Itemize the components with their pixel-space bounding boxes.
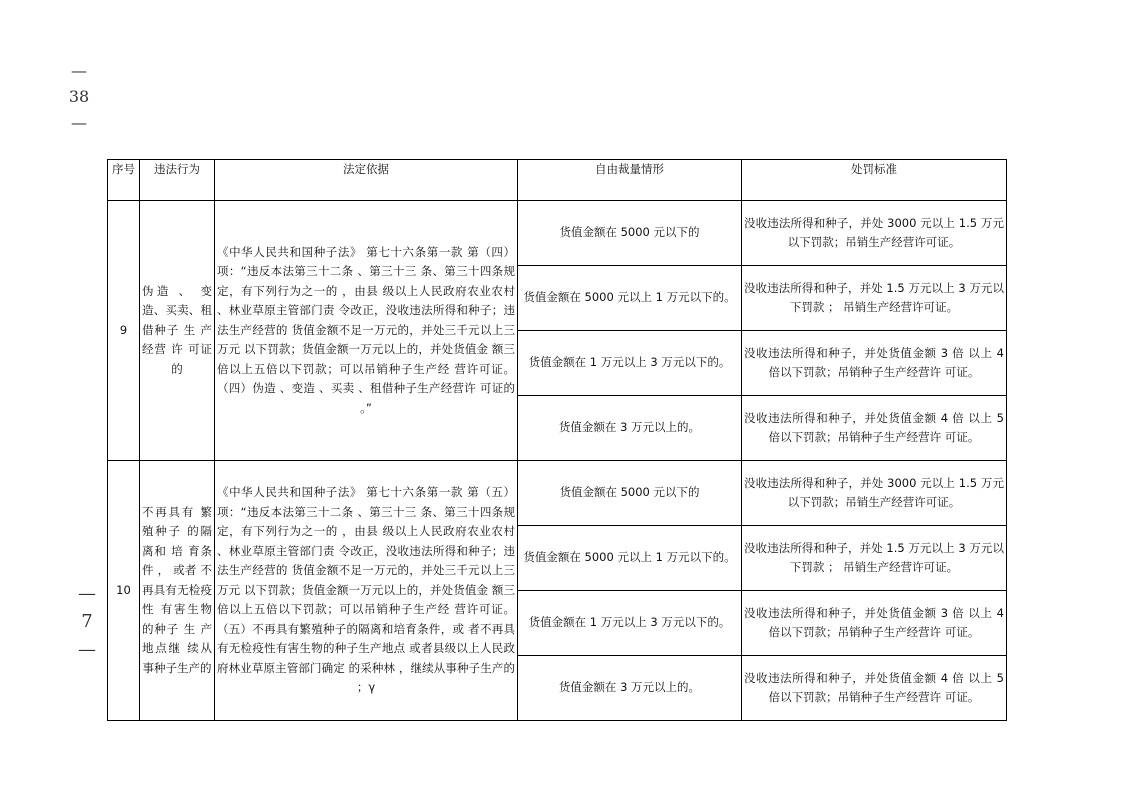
situation-cell: 货值金额在 1 万元以上 3 万元以下的。 bbox=[518, 331, 742, 396]
header-legal-basis: 法定依据 bbox=[215, 160, 518, 201]
penalty-cell: 没收违法所得和种子，并处货值金额 4 倍 以上 5 倍以下罚款；吊销种子生产经营许 可证。 bbox=[742, 656, 1007, 721]
page-number-bottom: — 7 — bbox=[78, 583, 96, 660]
situation-cell: 货值金额在 5000 元以下的 bbox=[518, 461, 742, 526]
situation-cell: 货值金额在 3 万元以上的。 bbox=[518, 396, 742, 461]
situation-cell: 货值金额在 5000 元以上 1 万元以下的。 bbox=[518, 526, 742, 591]
header-violation: 违法行为 bbox=[140, 160, 215, 201]
header-discretion-situation: 自由裁量情形 bbox=[518, 160, 742, 201]
penalty-standards-table bbox=[107, 159, 1007, 721]
violation-cell: 伪造 、 变造、买卖、租借种子 生 产经营 许 可证的 bbox=[140, 201, 215, 461]
table-header-row bbox=[108, 160, 1007, 201]
situation-cell: 货值金额在 1 万元以上 3 万元以下的。 bbox=[518, 591, 742, 656]
penalty-cell: 没收违法所得和种子，并处 1.5 万元以上 3 万元以下罚款 ； 吊销生产经营许可证。 bbox=[742, 526, 1007, 591]
header-no: 序号 bbox=[108, 160, 140, 201]
situation-cell: 货值金额在 3 万元以上的。 bbox=[518, 656, 742, 721]
row-number: 10 bbox=[108, 461, 140, 721]
violation-cell: 不再具有 繁殖种子 的隔离和 培 育条 件 ， 或者 不再具有无检疫性 有害生物 的种子 生 产地点继 续从事种子生产的 bbox=[140, 461, 215, 721]
page-number-top: — 38 — bbox=[68, 61, 90, 132]
penalty-cell: 没收违法所得和种子，并处 3000 元以上 1.5 万元以下罚款；吊销生产经营许可证。 bbox=[742, 461, 1007, 526]
penalty-cell: 没收违法所得和种子，并处 3000 元以上 1.5 万元以下罚款；吊销生产经营许可证。 bbox=[742, 201, 1007, 266]
table-row bbox=[108, 201, 1007, 266]
penalty-cell: 没收违法所得和种子，并处 1.5 万元以上 3 万元以下罚款 ； 吊销生产经营许可证。 bbox=[742, 266, 1007, 331]
legal-basis-cell: 《中华人民共和国种子法》 第七十六条第一款 第（四）项：“违反本法第三十二条 、第三十三 条、第三十四条规定，有下列行为之一的 ，由县 级以上人民政府农业农村 、林业草原主管部门责 令改正，没收违法所得和种子；违法生产经营的 货值金额不足一万元的，并处三千元以上三万元 以下罚款；货值金额一万元以上的，并处货值金 额三倍以上五倍以下罚款；可以吊销种子生产经 营许可证。（四）伪造 、变造 、买卖 、租借种子生产经营许 可证的 。” bbox=[215, 201, 518, 461]
header-penalty-standard: 处罚标准 bbox=[742, 160, 1007, 201]
row-number: 9 bbox=[108, 201, 140, 461]
penalty-cell: 没收违法所得和种子，并处货值金额 4 倍 以上 5 倍以下罚款；吊销种子生产经营许 可证。 bbox=[742, 396, 1007, 461]
situation-cell: 货值金额在 5000 元以下的 bbox=[518, 201, 742, 266]
situation-cell: 货值金额在 5000 元以上 1 万元以下的。 bbox=[518, 266, 742, 331]
table-row bbox=[108, 461, 1007, 526]
penalty-cell: 没收违法所得和种子，并处货值金额 3 倍 以上 4 倍以下罚款；吊销种子生产经营许 可证。 bbox=[742, 331, 1007, 396]
legal-basis-cell: 《中华人民共和国种子法》 第七十六条第一款 第（五）项：“违反本法第三十二条 、第三十三 条、第三十四条规定，有下列行为之一的 ，由县 级以上人民政府农业农村 、林业草原主管部门责 令改正，没收违法所得和种子；违法生产经营的 货值金额不足一万元的，并处三千元以上三万元 以下罚款；货值金额一万元以上的，并处货值金 额三倍以上五倍以下罚款；可以吊销种子生产经 营许可证。（五）不再具有繁殖种子的隔离和培育条件，或 者不再具有无检疫性有害生物的种子生产地点 或者县级以上人民政府林业草原主管部门确定 的采种林 ，继续从事种子生产的 ；γ bbox=[215, 461, 518, 721]
penalty-cell: 没收违法所得和种子，并处货值金额 3 倍 以上 4 倍以下罚款；吊销种子生产经营许 可证。 bbox=[742, 591, 1007, 656]
